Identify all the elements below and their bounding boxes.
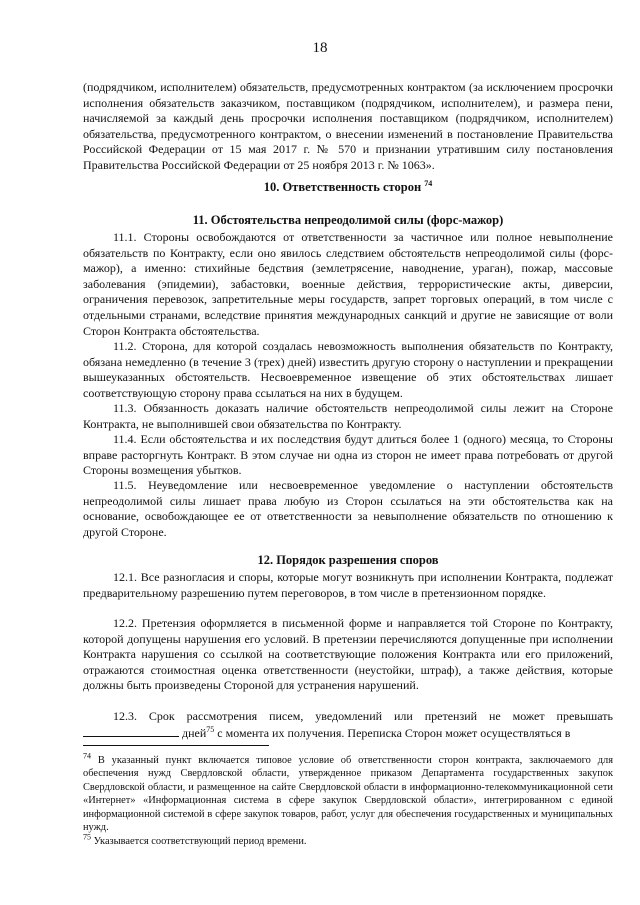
- footnote-74-ref: 74: [83, 751, 91, 761]
- section-12-title: 12. Порядок разрешения споров: [257, 553, 439, 567]
- page-number: 18: [312, 40, 328, 56]
- paragraph-11-5: 11.5. Неуведомление или несвоевременное уведомление о наступлении обстоятельств непреодолимой силы лишает права любую из Сторон ссылаться на эти обстоятельства как на основание, освобождающее ее от ответственности за невыполнение обязательств по отношению к другой Стороне.: [83, 478, 613, 539]
- footnote-74-text: В указанный пункт включается типовое условие об ответственности сторон контракта, заключаемого для обеспечения нужд Свердловской области, утвержденное приказом Департамента государственных закупок Свердловской области, и размещенное на сайте Свердловской области в информационно-телекоммуникационной сети «Интернет» «Информационная система в сфере закупок Свердловской области», интегрированном с единой информационной системой в сфере закупок товаров, работ, услуг для обеспечения государственных и муниципальных нужд.: [83, 755, 613, 834]
- footnote-75-text: Указывается соответствующий период времени.: [93, 836, 307, 847]
- paragraph-12-3: [83, 709, 613, 741]
- paragraph-11-1: 11.1. Стороны освобождаются от ответственности за частичное или полное невыполнение обязательств по Контракту, если оно явилось следствием обстоятельств непреодолимой силы (форс-мажор), а именно: стихийные бедствия (землетрясение, наводнение, ураган), пожар, массовые заболевания (эпидемии), забастовки, военные действия, террористические акты, диверсии, ограничения перевозок, запретительные меры государств, запрет торговых операций, в том числе с отдельными странами, вследствие принятия международных санкций и другие не зависящие от воли Сторон Контракта обстоятельства.: [83, 230, 613, 338]
- blank-days-line: [83, 725, 179, 737]
- section-11-title: 11. Обстоятельства непреодолимой силы (форс-мажор): [192, 213, 504, 227]
- paragraph-12-2: 12.2. Претензия оформляется в письменной форме и направляется той Стороне по Контракту, которой допущены нарушения его условий. В претензии перечисляются допущенные при исполнении Контракта нарушения со ссылкой на соответствующие положения Контракта или его приложений, отражаются стоимостная оценка ответственности (неустойки, штраф), а также действия, которые должны быть произведены Стороной для устранения нарушений.: [83, 616, 613, 693]
- footnote-74: [83, 751, 613, 834]
- section-10-heading: [83, 179, 613, 195]
- paragraph-11-4: 11.4. Если обстоятельства и их последствия будут длиться более 1 (одного) месяца, то Стороны вправе расторгнуть Контракт. В этом случае ни одна из сторон не имеет права потребовать от другой Стороны возмещения убытков.: [83, 432, 613, 478]
- paragraph-12-3-end: с момента их получения. Переписка Сторон может осуществляться в: [217, 725, 571, 740]
- footnote-ref-74: 74: [424, 178, 433, 188]
- footnote-separator: [83, 745, 269, 746]
- paragraph-12-1: 12.1. Все разногласия и споры, которые могут возникнуть при исполнении Контракта, подлежат предварительному разрешению путем переговоров, в том числе в претензионном порядке.: [83, 570, 613, 600]
- paragraph-12-3-start: 12.3. Срок рассмотрения писем, уведомлений или претензий не может превышать: [113, 709, 613, 723]
- footnote-75: [83, 832, 613, 848]
- paragraph-11-2: 11.2. Сторона, для которой создалась невозможность выполнения обязательств по Контракту, обязана немедленно (в течение 3 (трех) дней) известить другую сторону о наступлении и прекращении вышеуказанных обстоятельств. Несвоевременное извещение об этих обстоятельствах лишает соответствующую сторону права ссылаться на них в будущем.: [83, 339, 613, 400]
- paragraph-11-3: 11.3. Обязанность доказать наличие обстоятельств непреодолимой силы лежит на Стороне Контракта, не выполнившей свои обязательства по Контракту.: [83, 401, 613, 431]
- paragraph-12-3-days: дней: [182, 725, 207, 740]
- footnote-75-ref: 75: [83, 832, 91, 842]
- section-10-title: 10. Ответственность сторон: [263, 180, 422, 194]
- footnote-ref-75: 75: [206, 724, 215, 734]
- intro-paragraph: (подрядчиком, исполнителем) обязательств, предусмотренных контрактом (за исключением просрочки исполнения обязательств заказчиком, поставщиком (подрядчиком, исполнителем), и размера пени, начисляемой за каждый день просрочки исполнения поставщиком (подрядчиком, исполнителем) обязательства, предусмотренного контрактом, о внесении изменений в постановление Правительства Российской Федерации от 15 мая 2017 г. № 570 и признании утратившим силу постановления Правительства Российской Федерации от 25 ноября 2013 г. № 1063».: [83, 80, 613, 172]
